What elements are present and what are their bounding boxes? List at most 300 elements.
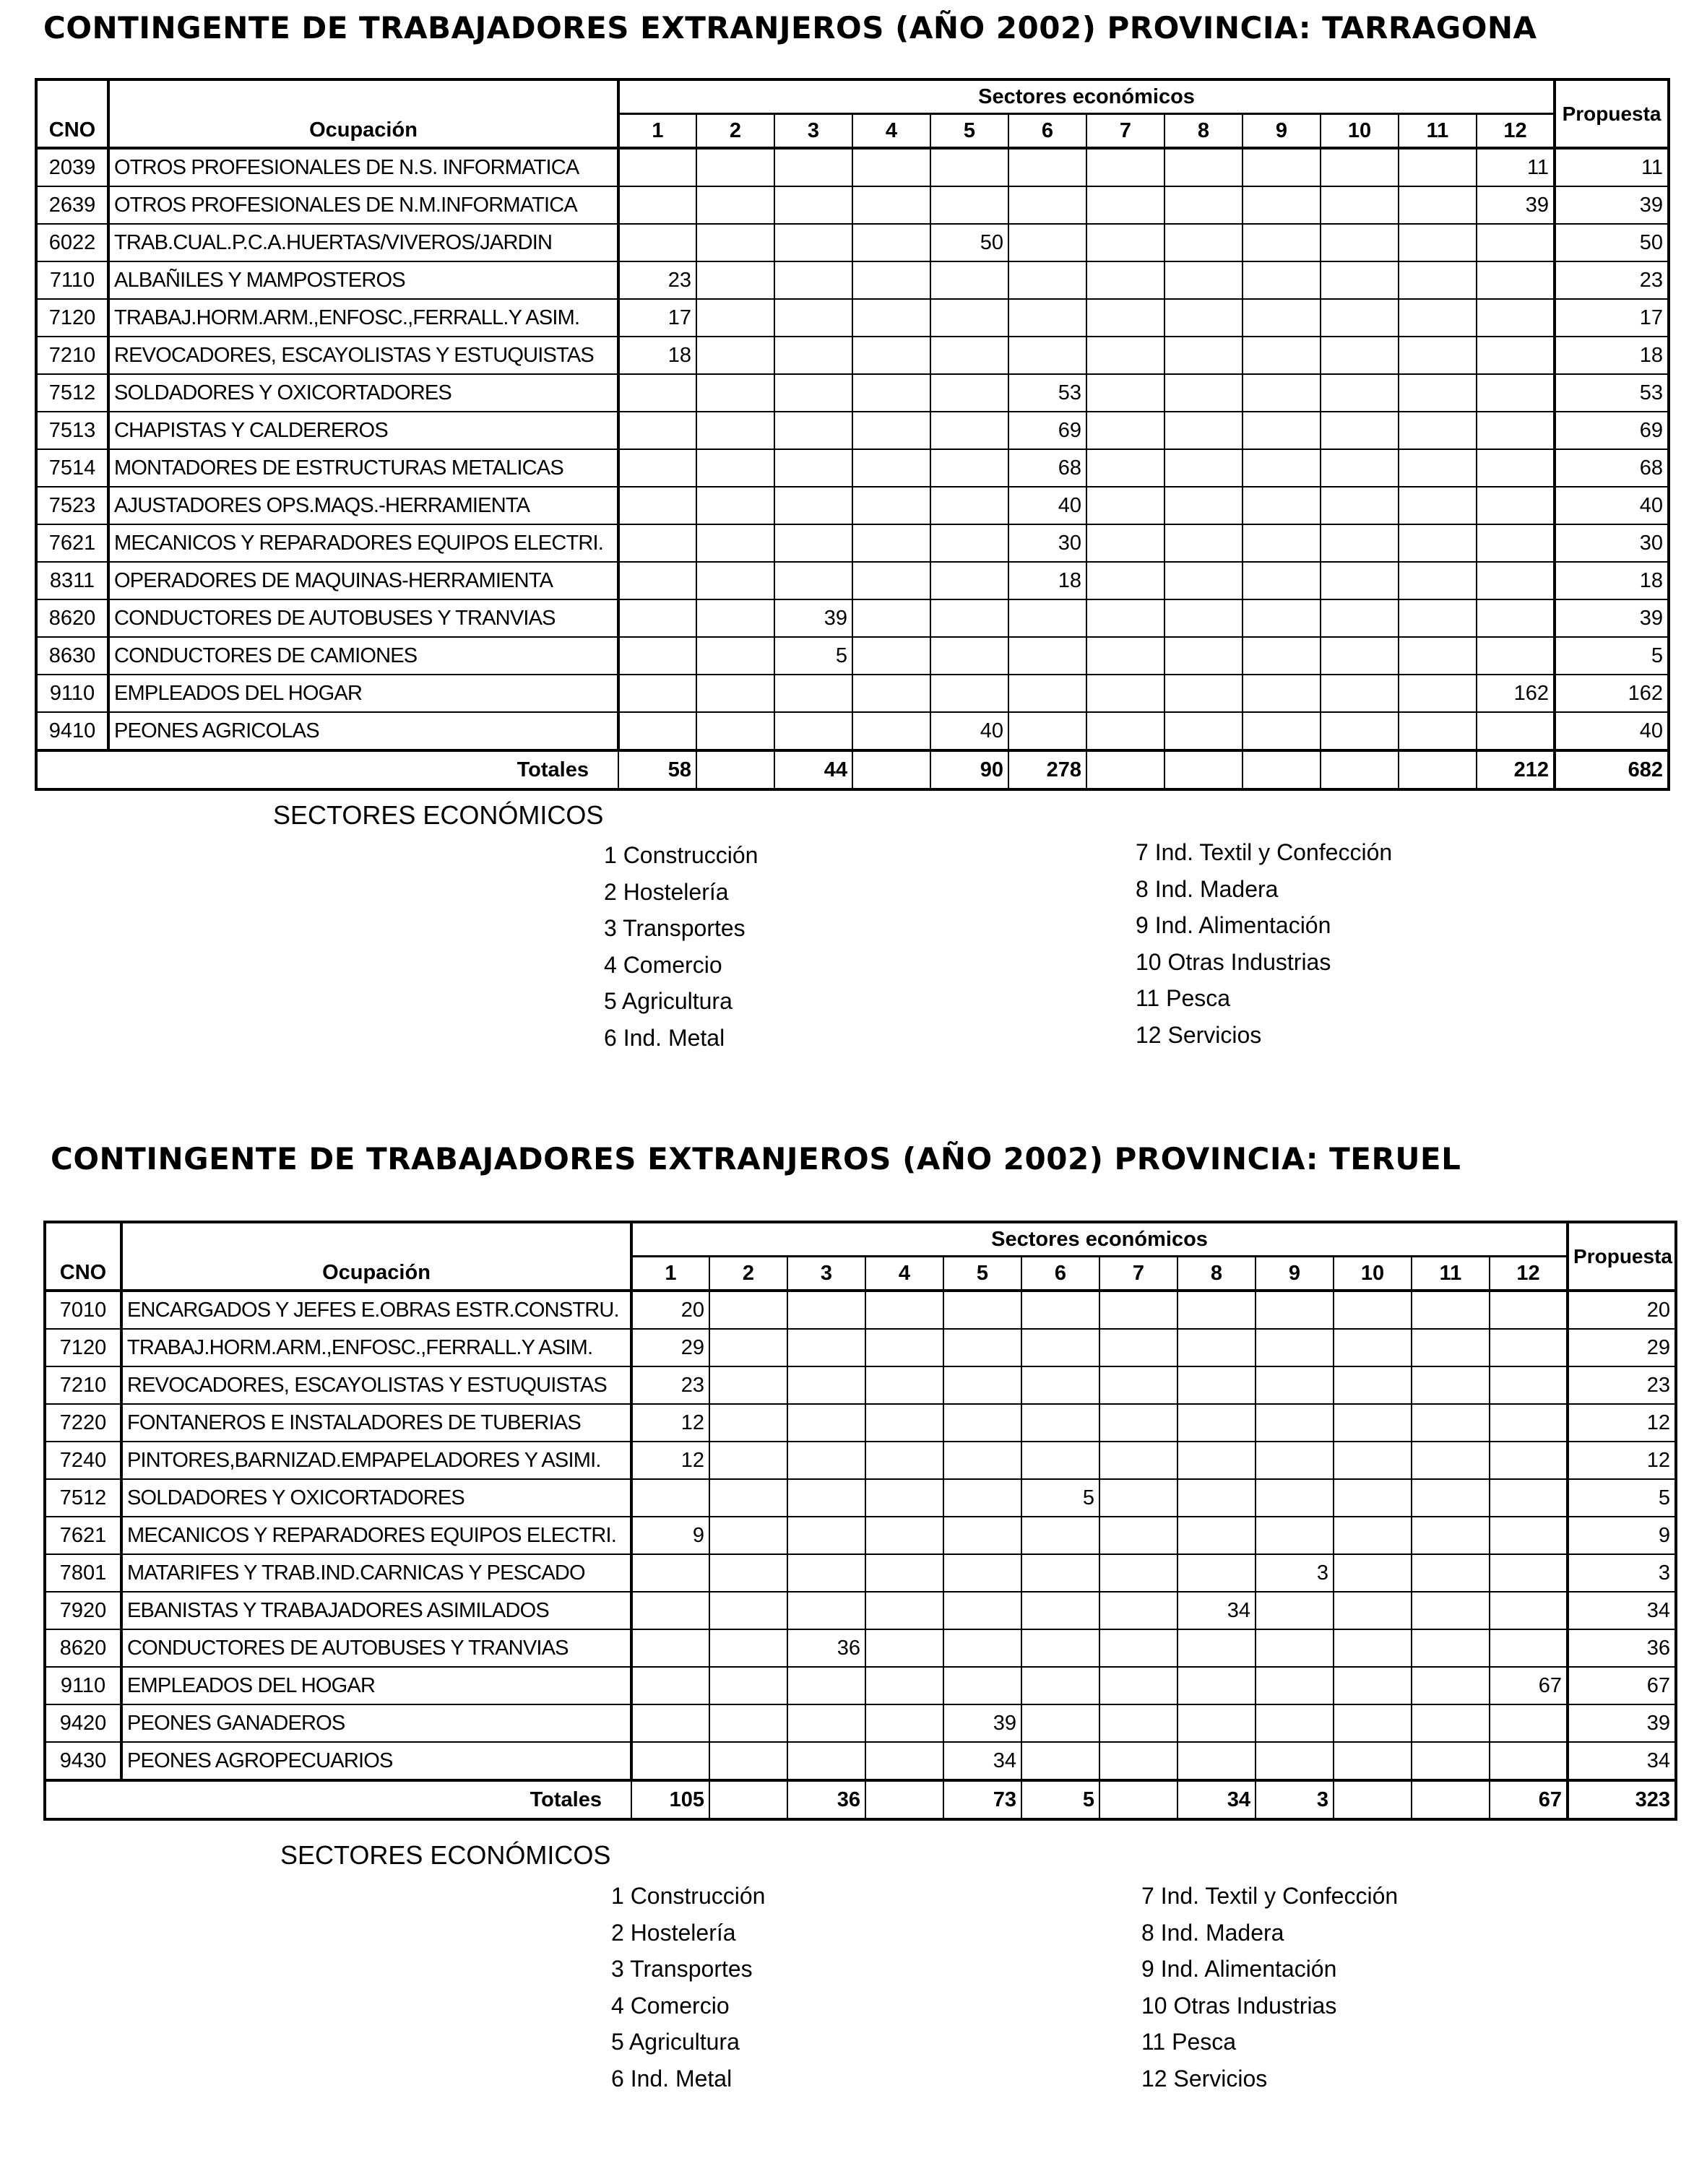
sector-value-cell <box>1321 449 1399 487</box>
sector-value-cell <box>1256 1442 1334 1479</box>
sector-value-cell <box>1164 637 1243 675</box>
proposal-cell: 9 <box>1568 1517 1676 1554</box>
sector-value-cell <box>930 412 1008 449</box>
sector-value-cell <box>1164 224 1243 261</box>
sector-value-cell <box>852 337 930 374</box>
sector-value-cell <box>1490 1554 1568 1592</box>
occupation-cell: FONTANEROS E INSTALADORES DE TUBERIAS <box>121 1404 631 1442</box>
sector-value-cell <box>787 1517 865 1554</box>
sector-value-cell <box>696 412 774 449</box>
sector-value-cell <box>696 487 774 524</box>
sector-value-cell <box>1164 148 1243 186</box>
legend-list-right <box>1136 834 1392 1053</box>
contingent-table-teruel <box>43 1221 1677 1821</box>
cno-cell: 7512 <box>36 374 108 412</box>
cno-cell: 7621 <box>36 524 108 562</box>
sector-value-cell: 29 <box>631 1329 709 1366</box>
occupation-cell: PEONES AGROPECUARIOS <box>121 1742 631 1780</box>
total-value-cell <box>1321 750 1399 789</box>
totals-row <box>36 750 1669 789</box>
table-row <box>36 524 1669 562</box>
proposal-cell: 12 <box>1568 1442 1676 1479</box>
sector-value-cell <box>709 1329 787 1366</box>
legend-item: 7 Ind. Textil y Confección <box>1141 1883 1399 1909</box>
sector-value-cell <box>1490 1329 1568 1366</box>
sector-value-cell <box>1021 1291 1099 1329</box>
sector-value-cell <box>1021 1404 1099 1442</box>
sector-value-cell <box>1086 524 1164 562</box>
occupation-cell: EBANISTAS Y TRABAJADORES ASIMILADOS <box>121 1592 631 1629</box>
sector-value-cell <box>774 224 852 261</box>
sector-value-cell <box>787 1742 865 1780</box>
sector-value-cell <box>1164 412 1243 449</box>
sector-value-cell <box>787 1291 865 1329</box>
legend-item: 8 Ind. Madera <box>1136 875 1279 902</box>
legend-list-right <box>1141 1878 1398 2097</box>
sector-value-cell <box>1008 712 1086 750</box>
sector-value-cell <box>1412 1704 1490 1742</box>
sector-value-cell <box>1334 1479 1412 1517</box>
sector-value-cell <box>1334 1404 1412 1442</box>
sector-value-cell: 11 <box>1477 148 1555 186</box>
occupation-cell: ENCARGADOS Y JEFES E.OBRAS ESTR.CONSTRU. <box>121 1291 631 1329</box>
sector-value-cell <box>1164 186 1243 224</box>
total-value-cell <box>852 750 930 789</box>
sector-value-cell <box>1412 1291 1490 1329</box>
sector-value-cell <box>618 712 696 750</box>
sector-value-cell <box>696 186 774 224</box>
sector-value-cell <box>1321 675 1399 712</box>
sector-value-cell <box>1490 1517 1568 1554</box>
sector-value-cell <box>618 148 696 186</box>
sector-value-cell <box>1164 374 1243 412</box>
sector-value-cell <box>1099 1366 1177 1404</box>
table-row <box>45 1517 1676 1554</box>
sector-value-cell <box>1164 261 1243 299</box>
sector-value-cell <box>696 449 774 487</box>
occupation-cell: SOLDADORES Y OXICORTADORES <box>108 374 618 412</box>
sector-value-cell <box>1399 599 1477 637</box>
sector-value-cell: 34 <box>1177 1592 1256 1629</box>
sector-value-cell: 39 <box>774 599 852 637</box>
sector-value-cell: 20 <box>631 1291 709 1329</box>
sector-value-cell: 34 <box>943 1742 1021 1780</box>
occupation-cell: PEONES AGRICOLAS <box>108 712 618 750</box>
sector-value-cell <box>1399 637 1477 675</box>
sector-value-cell <box>631 1554 709 1592</box>
cno-cell: 7210 <box>45 1366 121 1404</box>
sector-value-cell <box>1177 1479 1256 1517</box>
sector-value-cell <box>1477 337 1555 374</box>
sector-value-cell <box>930 449 1008 487</box>
total-value-cell: 44 <box>774 750 852 789</box>
sector-value-cell <box>1177 1291 1256 1329</box>
proposal-cell: 39 <box>1555 599 1669 637</box>
sector-value-cell <box>618 449 696 487</box>
sector-value-cell <box>696 637 774 675</box>
sector-value-cell <box>709 1667 787 1704</box>
header-sector-3: 3 <box>787 1257 865 1291</box>
sector-value-cell <box>1099 1704 1177 1742</box>
proposal-cell: 12 <box>1568 1404 1676 1442</box>
cno-cell: 9110 <box>36 675 108 712</box>
header-sector-12: 12 <box>1490 1257 1568 1291</box>
sector-value-cell <box>930 637 1008 675</box>
sector-value-cell <box>943 1517 1021 1554</box>
sector-value-cell: 50 <box>930 224 1008 261</box>
table-row <box>45 1667 1676 1704</box>
sector-value-cell <box>865 1742 943 1780</box>
sector-value-cell <box>774 299 852 337</box>
sector-value-cell <box>1412 1404 1490 1442</box>
sector-value-cell <box>1021 1329 1099 1366</box>
sector-value-cell <box>865 1704 943 1742</box>
proposal-cell: 162 <box>1555 675 1669 712</box>
occupation-cell: REVOCADORES, ESCAYOLISTAS Y ESTUQUISTAS <box>121 1366 631 1404</box>
sector-value-cell <box>1490 1404 1568 1442</box>
occupation-cell: ALBAÑILES Y MAMPOSTEROS <box>108 261 618 299</box>
sector-value-cell <box>1099 1329 1177 1366</box>
sector-value-cell <box>787 1404 865 1442</box>
sector-value-cell <box>930 675 1008 712</box>
sector-value-cell <box>709 1291 787 1329</box>
sector-value-cell <box>865 1442 943 1479</box>
header-sector-6: 6 <box>1008 114 1086 149</box>
sector-value-cell <box>1477 599 1555 637</box>
sector-value-cell <box>631 1667 709 1704</box>
sector-value-cell: 12 <box>631 1404 709 1442</box>
sector-value-cell <box>852 374 930 412</box>
sector-value-cell <box>1334 1704 1412 1742</box>
total-value-cell <box>709 1780 787 1819</box>
sector-value-cell <box>943 1667 1021 1704</box>
sector-value-cell <box>852 412 930 449</box>
cno-cell: 7120 <box>45 1329 121 1366</box>
sector-value-cell <box>1477 299 1555 337</box>
sector-value-cell <box>1321 524 1399 562</box>
occupation-cell: MATARIFES Y TRAB.IND.CARNICAS Y PESCADO <box>121 1554 631 1592</box>
sector-value-cell <box>1243 374 1321 412</box>
sector-value-cell <box>1177 1404 1256 1442</box>
header-row <box>45 1222 1676 1257</box>
sector-value-cell <box>618 562 696 599</box>
sector-value-cell <box>930 562 1008 599</box>
sector-value-cell: 53 <box>1008 374 1086 412</box>
proposal-cell: 53 <box>1555 374 1669 412</box>
cno-cell: 7120 <box>36 299 108 337</box>
sector-value-cell <box>1399 261 1477 299</box>
sector-value-cell <box>1490 1442 1568 1479</box>
sector-value-cell <box>1086 562 1164 599</box>
sector-value-cell <box>1412 1329 1490 1366</box>
sector-value-cell <box>787 1442 865 1479</box>
sector-value-cell <box>943 1554 1021 1592</box>
sector-value-cell <box>696 562 774 599</box>
proposal-cell: 67 <box>1568 1667 1676 1704</box>
sector-value-cell <box>709 1366 787 1404</box>
sector-value-cell <box>1243 337 1321 374</box>
header-sector-7: 7 <box>1086 114 1164 149</box>
sector-value-cell <box>1477 637 1555 675</box>
sector-value-cell <box>787 1329 865 1366</box>
sector-value-cell <box>1256 1329 1334 1366</box>
cno-cell: 7514 <box>36 449 108 487</box>
sector-value-cell <box>1021 1704 1099 1742</box>
sector-value-cell <box>1256 1742 1334 1780</box>
occupation-cell: MECANICOS Y REPARADORES EQUIPOS ELECTRI. <box>121 1517 631 1554</box>
sector-value-cell <box>787 1667 865 1704</box>
total-value-cell <box>1099 1780 1177 1819</box>
sector-value-cell <box>1086 337 1164 374</box>
sector-value-cell <box>1477 449 1555 487</box>
sector-value-cell <box>1021 1366 1099 1404</box>
sector-value-cell <box>852 675 930 712</box>
table-row <box>45 1554 1676 1592</box>
sector-value-cell <box>930 599 1008 637</box>
proposal-cell: 5 <box>1555 637 1669 675</box>
sector-value-cell: 12 <box>631 1442 709 1479</box>
sector-value-cell <box>1099 1667 1177 1704</box>
occupation-cell: AJUSTADORES OPS.MAQS.-HERRAMIENTA <box>108 487 618 524</box>
total-value-cell: 34 <box>1177 1780 1256 1819</box>
sector-value-cell <box>865 1517 943 1554</box>
sector-value-cell <box>1321 337 1399 374</box>
total-value-cell: 3 <box>1256 1780 1334 1819</box>
total-value-cell <box>1334 1780 1412 1819</box>
sector-value-cell <box>1477 712 1555 750</box>
cno-cell: 9110 <box>45 1667 121 1704</box>
cno-cell: 7512 <box>45 1479 121 1517</box>
sector-value-cell <box>1334 1366 1412 1404</box>
sector-value-cell <box>618 675 696 712</box>
sector-value-cell: 30 <box>1008 524 1086 562</box>
sector-value-cell <box>852 637 930 675</box>
cno-cell: 7240 <box>45 1442 121 1479</box>
sector-value-cell <box>696 712 774 750</box>
sector-value-cell <box>1399 675 1477 712</box>
cno-cell: 2039 <box>36 148 108 186</box>
sector-value-cell <box>618 637 696 675</box>
cno-cell: 7801 <box>45 1554 121 1592</box>
sector-value-cell <box>1086 599 1164 637</box>
header-sector-10: 10 <box>1334 1257 1412 1291</box>
sector-value-cell <box>696 675 774 712</box>
sector-value-cell <box>1399 412 1477 449</box>
sector-value-cell <box>1256 1404 1334 1442</box>
table-row <box>45 1404 1676 1442</box>
sector-value-cell <box>865 1404 943 1442</box>
occupation-cell: EMPLEADOS DEL HOGAR <box>108 675 618 712</box>
sector-value-cell <box>1321 186 1399 224</box>
proposal-cell: 18 <box>1555 337 1669 374</box>
legend-item: 2 Hostelería <box>611 1919 736 1946</box>
sector-value-cell <box>1256 1629 1334 1667</box>
sector-value-cell <box>696 299 774 337</box>
proposal-cell: 34 <box>1568 1592 1676 1629</box>
occupation-cell: EMPLEADOS DEL HOGAR <box>121 1667 631 1704</box>
header-occupation: Ocupación <box>108 79 618 148</box>
sector-value-cell <box>1477 224 1555 261</box>
sector-value-cell <box>1412 1629 1490 1667</box>
proposal-cell: 17 <box>1555 299 1669 337</box>
sector-value-cell: 23 <box>631 1366 709 1404</box>
sector-value-cell: 17 <box>618 299 696 337</box>
proposal-cell: 39 <box>1568 1704 1676 1742</box>
sector-value-cell <box>930 261 1008 299</box>
legend-title: SECTORES ECONÓMICOS <box>273 800 604 830</box>
sector-value-cell <box>1086 374 1164 412</box>
legend-item: 12 Servicios <box>1141 2065 1268 2092</box>
sector-value-cell <box>1086 449 1164 487</box>
sector-value-cell <box>709 1517 787 1554</box>
sector-value-cell <box>1412 1479 1490 1517</box>
cno-cell: 7110 <box>36 261 108 299</box>
sector-value-cell <box>1477 487 1555 524</box>
cno-cell: 9420 <box>45 1704 121 1742</box>
sector-value-cell <box>774 148 852 186</box>
header-sector-5: 5 <box>930 114 1008 149</box>
total-value-cell <box>1399 750 1477 789</box>
total-value-cell <box>1412 1780 1490 1819</box>
sector-value-cell <box>1164 337 1243 374</box>
sector-value-cell <box>1099 1479 1177 1517</box>
sector-value-cell <box>696 524 774 562</box>
sector-value-cell <box>1321 374 1399 412</box>
sector-value-cell <box>1256 1366 1334 1404</box>
sector-value-cell <box>1490 1742 1568 1780</box>
sector-value-cell <box>865 1479 943 1517</box>
table-row <box>45 1291 1676 1329</box>
sector-value-cell <box>930 186 1008 224</box>
sector-value-cell <box>1099 1742 1177 1780</box>
sector-value-cell <box>1399 524 1477 562</box>
occupation-cell: TRABAJ.HORM.ARM.,ENFOSC.,FERRALL.Y ASIM. <box>108 299 618 337</box>
sector-value-cell <box>787 1592 865 1629</box>
sector-value-cell <box>1177 1442 1256 1479</box>
occupation-cell: SOLDADORES Y OXICORTADORES <box>121 1479 631 1517</box>
sector-value-cell <box>1086 224 1164 261</box>
table-row <box>45 1592 1676 1629</box>
sector-value-cell <box>1412 1592 1490 1629</box>
sector-value-cell <box>1099 1592 1177 1629</box>
sector-value-cell: 9 <box>631 1517 709 1554</box>
proposal-cell: 20 <box>1568 1291 1676 1329</box>
sector-value-cell <box>1243 449 1321 487</box>
sector-value-cell: 5 <box>1021 1479 1099 1517</box>
sector-value-cell <box>696 599 774 637</box>
total-value-cell: 58 <box>618 750 696 789</box>
proposal-cell: 29 <box>1568 1329 1676 1366</box>
proposal-cell: 40 <box>1555 487 1669 524</box>
total-proposal-cell: 682 <box>1555 750 1669 789</box>
sector-value-cell <box>618 186 696 224</box>
total-value-cell: 67 <box>1490 1780 1568 1819</box>
sector-value-cell: 18 <box>618 337 696 374</box>
table-row <box>36 186 1669 224</box>
table-row <box>45 1704 1676 1742</box>
sector-value-cell: 18 <box>1008 562 1086 599</box>
table-row <box>36 299 1669 337</box>
sector-value-cell <box>1164 299 1243 337</box>
sector-value-cell <box>709 1704 787 1742</box>
sector-value-cell <box>1490 1704 1568 1742</box>
legend-item: 11 Pesca <box>1141 2029 1237 2055</box>
sector-value-cell <box>865 1291 943 1329</box>
sector-value-cell <box>1477 562 1555 599</box>
sector-value-cell <box>1321 637 1399 675</box>
sector-value-cell <box>709 1442 787 1479</box>
proposal-cell: 39 <box>1555 186 1669 224</box>
sector-value-cell <box>1008 637 1086 675</box>
legend-item: 1 Construcción <box>604 842 759 868</box>
sector-value-cell <box>774 562 852 599</box>
sector-value-cell: 40 <box>930 712 1008 750</box>
proposal-cell: 36 <box>1568 1629 1676 1667</box>
sector-value-cell <box>852 562 930 599</box>
sector-value-cell <box>709 1592 787 1629</box>
sector-value-cell <box>1321 562 1399 599</box>
proposal-cell: 5 <box>1568 1479 1676 1517</box>
sector-value-cell <box>618 224 696 261</box>
sector-value-cell <box>943 1291 1021 1329</box>
table-row <box>45 1629 1676 1667</box>
sector-value-cell <box>1399 337 1477 374</box>
occupation-cell: OTROS PROFESIONALES DE N.M.INFORMATICA <box>108 186 618 224</box>
legend-item: 12 Servicios <box>1136 1021 1262 1048</box>
sector-value-cell <box>930 337 1008 374</box>
table-row <box>36 712 1669 750</box>
header-occupation: Ocupación <box>121 1222 631 1291</box>
sector-value-cell <box>1243 712 1321 750</box>
total-value-cell: 73 <box>943 1780 1021 1819</box>
sector-value-cell <box>1086 299 1164 337</box>
table-row <box>36 449 1669 487</box>
sector-value-cell <box>1243 562 1321 599</box>
sector-value-cell <box>1334 1629 1412 1667</box>
sector-value-cell <box>1164 712 1243 750</box>
sector-value-cell: 39 <box>943 1704 1021 1742</box>
table-row <box>36 374 1669 412</box>
sector-value-cell <box>1490 1291 1568 1329</box>
sector-value-cell <box>1099 1404 1177 1442</box>
sector-value-cell <box>1321 261 1399 299</box>
sector-value-cell <box>1243 487 1321 524</box>
header-sector-7: 7 <box>1099 1257 1177 1291</box>
table-row <box>45 1479 1676 1517</box>
sector-value-cell <box>787 1479 865 1517</box>
proposal-cell: 40 <box>1555 712 1669 750</box>
total-value-cell <box>1243 750 1321 789</box>
header-sector-8: 8 <box>1164 114 1243 149</box>
sector-value-cell <box>1399 224 1477 261</box>
sector-value-cell <box>1008 675 1086 712</box>
cno-cell: 8630 <box>36 637 108 675</box>
legend-item: 10 Otras Industrias <box>1141 1992 1337 2019</box>
header-sector-11: 11 <box>1399 114 1477 149</box>
sector-value-cell <box>852 224 930 261</box>
occupation-cell: CONDUCTORES DE AUTOBUSES Y TRANVIAS <box>121 1629 631 1667</box>
total-value-cell <box>1086 750 1164 789</box>
sector-value-cell <box>852 186 930 224</box>
occupation-cell: REVOCADORES, ESCAYOLISTAS Y ESTUQUISTAS <box>108 337 618 374</box>
sector-value-cell <box>943 1329 1021 1366</box>
sector-value-cell <box>774 675 852 712</box>
sector-value-cell <box>1477 412 1555 449</box>
header-sector-1: 1 <box>618 114 696 149</box>
sector-value-cell <box>1086 261 1164 299</box>
header-sector-2: 2 <box>709 1257 787 1291</box>
sector-value-cell <box>1177 1629 1256 1667</box>
